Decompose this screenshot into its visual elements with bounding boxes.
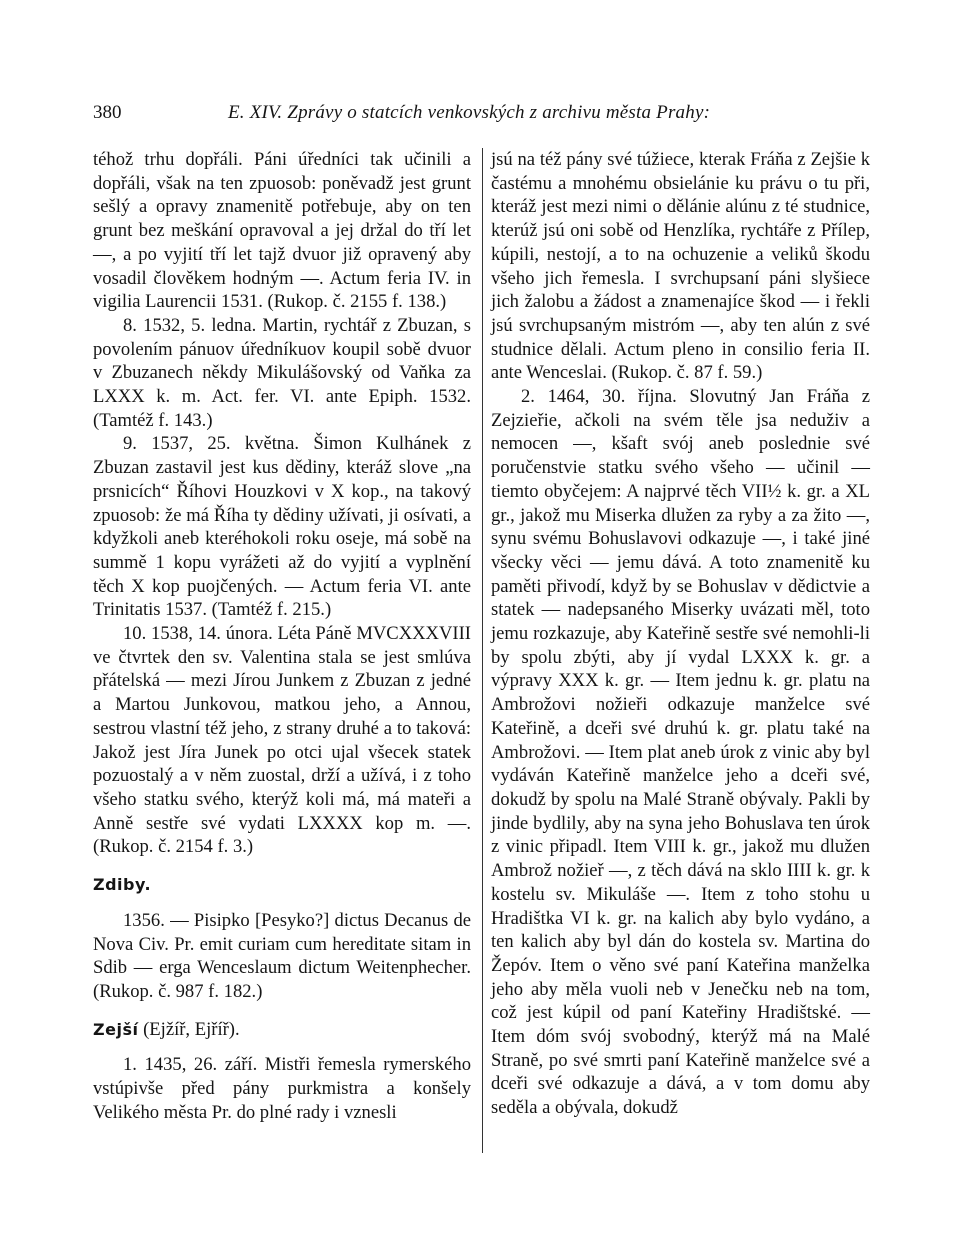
section-heading-variants: (Ejžíř, Ejříř).	[138, 1018, 240, 1040]
section-heading-zdiby	[93, 873, 471, 897]
paragraph: jsú na též pány své túžiece, kterak Fráňa z Zejšie k častému a mnohému obsielánie ku právu o tu při, kteráž jest mezi nimi o dělánie alúnu z té studnice, kterúž jsú oni sobě od Henzlíka, rychtáře z Přílep, kúpili, nestojí, a to na ochuzenie a veliků škodu všeho jich řemesla. I svrchupsaní páni slyšiece jich žalobu a žádost a znamenajíce škod — i řekli jsú svrchupsaným mistróm —, aby ten alún z své studnice dělali. Actum pleno in consilio feria II. ante Wenceslai. (Rukop. č. 87 f. 59.)	[491, 149, 870, 384]
paragraph: 1356. — Pisipko [Pesyko?] dictus Decanus de Nova Civ. Pr. emit curiam cum hereditate sitam in Sdib — erga Wenceslaum dictum Weitenphecher. (Rukop. č. 987 f. 182.)	[93, 909, 471, 1002]
section-heading-zejsi	[93, 1018, 471, 1042]
paragraph: 8. 1532, 5. ledna. Martin, rychtář z Zbuzan, s povolením pánuov úředníkuov koupil sobě dvuor v Zbuzanech někdy Mikulášovský od Vaňka za LXXX k. m. Act. fer. VI. ante Epiph. 1532. (Tamtéž f. 143.)	[93, 314, 471, 431]
paragraph: 2. 1464, 30. října. Slovutný Jan Fráňa z Zejzieřie, ačkoli na svém těle jsa neduživ a nemocen —, kšaft svój aneb poslednie své poručenstvie statku svého všeho — učinil — tiemto obyčejem: A najprvé těch VII½ k. gr. a XL gr., jakož mu Miserka dlužen za ryby a za žito —, synu svému Bohuslavovi odkazuje —, i také jiné všecky věci — jemu dává. A toto znamenitě ku paměti přivodí, když by se Bohuslav v dědictvie a statek — nadepsaného Miserky uvázati měl, toto jemu rozkazuje, aby Kateřině sestře své nemohli-li by spolu zbýti, aby jí vydal LXXX k. gr. a výpravy XXX k. gr. — Item jednu k. gr. platu na Ambrožovi nožieři odkazuje manželce své Kateřině, a dceři své druhú k. gr. platu také na Ambrožovi. — Item plat aneb úrok z vinic aby byl vydáván Kateřině manželce jeho a dceři své, dokudž by spolu na Malé Straně obývaly. Pakli by jinde bydlily, aby na syna jeho Bohuslava ten úrok z vinic připadl. Item VIII k. gr., jakož mu dlužen Ambrož nožieř —, z těch dává na sklo IIII k. gr. k kostelu sv. Mikuláše —. Item z toho stohu u Hradištka VI k. gr. na kalich aby bylo vydáno, a ten kalich aby byl dán do kostela sv. Martina do Žepóv. Item o věno své paní Kateřina manželka jeho aby měla vuoli neb v Jenečku neb na tom, což jest kúpil od paní Kateřiny Hradištské. — Item dóm svój svobodný, kterýž má na Malé Straně, po své smrti paní Kateřině manželce své a dceři své odkazuje a dává, a v tom domu aby seděla a obývala, dokudž	[491, 386, 870, 1119]
right-column	[491, 148, 870, 1120]
section-heading-label: Zejší	[93, 1019, 139, 1039]
paragraph: 1. 1435, 26. září. Mistři řemesla rymerského vstúpivše před pány purkmistra a konšely Velikého města Pr. do plné rady i vznesli	[93, 1054, 471, 1123]
page-header	[93, 102, 873, 130]
paragraph: 9. 1537, 25. května. Šimon Kulhánek z Zbuzan zastavil jest kus dědiny, kteráž slove „na prsnicích“ Říhovi Houzkovi v X kop., na takový zpuosob: že má Říha ty dědiny užívati, ji osívati, a kdyžkoli aneb kteréhokoli roku oseje, má sobě na summě 1 kopu vyrážeti až do vyjití a vyplnění těch X kop puojčených. — Actum feria VI. ante Trinitatis 1537. (Tamtéž f. 215.)	[93, 433, 471, 621]
column-divider	[482, 148, 483, 1153]
section-heading-label: Zdiby.	[93, 875, 152, 895]
page-number: 380	[93, 102, 122, 123]
paragraph: téhož trhu dopřáli. Páni úředníci tak učinili a dopřáli, však na ten zpuosob: poněvadž jest grunt sešlý a opravy znamenitě potřebuje, aby on ten grunt bez meškání opravoval a jej držal do tří let —, a po vyjití tří let tajž dvuor již opravený aby vosadil člověkem hodným —. Actum feria IV. in vigilia Laurencii 1531. (Rukop. č. 2155 f. 138.)	[93, 149, 471, 313]
left-column	[93, 148, 471, 1124]
running-title: E. XIV. Zprávy o statcích venkovských z archivu města Prahy:	[228, 102, 711, 123]
paragraph: 10. 1538, 14. února. Léta Páně MVCXXXVIII ve čtvrtek den sv. Valentina stala se jest smlúva přátelská — mezi Jírou Junkem z Zbuzan z jedné a Martou Junkovou, matkou jeho, a Annou, sestrou vlastní též jeho, z strany druhé a to taková: Jakož jest Jíra Junek po otci ujal všecek statek pozuostalý a v něm zuostal, drží a užívá, i z toho všeho statku svého, kterýž koli má, má mateři a Anně sestře své vydati LXXXX kop m. —. (Rukop. č. 2154 f. 3.)	[93, 623, 471, 858]
